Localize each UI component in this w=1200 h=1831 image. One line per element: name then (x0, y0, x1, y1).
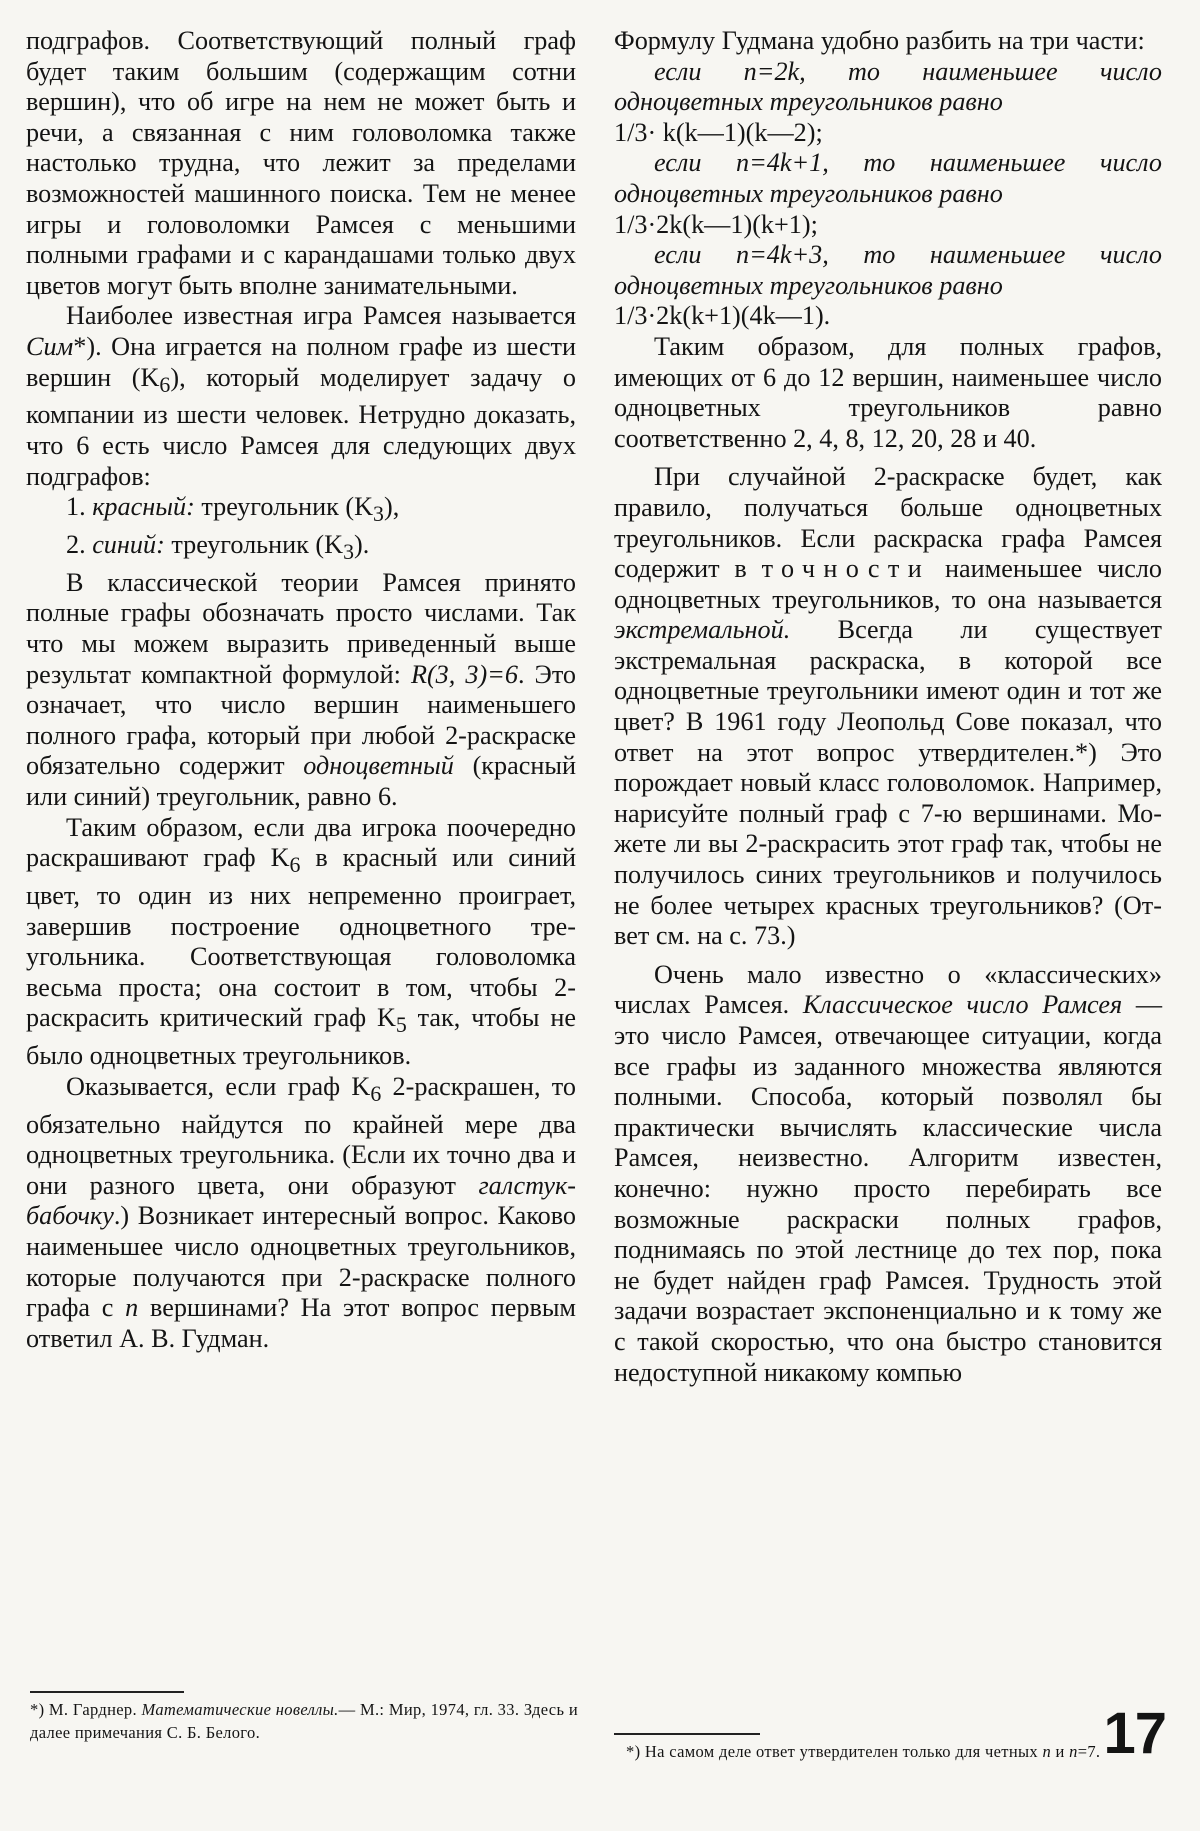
paragraph-extremal: При случайной 2-раскраске будет, как правило, получаться больше одноцветных треугольников. Если раскраска графа Рамсея содержит в точности наименьшее число одноцветных треугольников, то она называется экстремальной. Всегда ли существует экстремальная раскраска, в которой все одноцветные треугольники имеют один и тот же цвет? В 1961 году Леопольд Сове показал, что ответ на этот вопрос утвердителен.*) Это порождает новый класс головоломок. Например, нарисуйте полный граф с 7-ю вершинами. Можете ли вы 2-раскрасить этот граф так, чтобы не получилось синих треугольников и получилось не более четырех красных треугольников? (Ответ см. на с. 73.) (614, 462, 1162, 951)
footnote-right: *) На самом деле ответ утвердителен только для четных n и n=7. (626, 1742, 1101, 1761)
right-column (614, 26, 1162, 1388)
formula-case-4k3: если n=4k+3, то наименьшее число одноцветных треугольников равно 1/3·2k(k+1)(4k—1). (614, 240, 1162, 331)
paragraph-classic-numbers: Очень мало известно о «классических» числах Рамсея. Классическое число Рамсея — это число Рамсея, отвечающее ситуации, когда все графы из заданного множества являются полными. Способа, который позволял бы практически вычислять классические числа Рамсея, неизвестно. Алгоритм известен, конечно: нужно просто перебирать все возможные раскраски полных графов, поднимаясь по этой лестнице до тех пор, пока не будет найден граф Рамсея. Трудность этой задачи возрастает экспоненциально и к тому же с такой скоростью, что она быстро становится недоступной никакому компью (614, 959, 1162, 1387)
formula-case-2k: если n=2k, то наименьшее число одноцветных треугольников равно 1/3· k(k—1)(k—2); (614, 56, 1162, 147)
formula-case-4k1: если n=4k+1, то наименьшее число одноцветных треугольников равно 1/3·2k(k—1)(k+1); (614, 148, 1162, 239)
formula-r33: R(3, 3)=6 (410, 659, 518, 689)
page-number: 17 (1103, 1701, 1166, 1766)
list-item-blue: 2. синий: треугольник $(K_3)$. (66, 529, 370, 565)
footnote-rule-right (614, 1733, 760, 1735)
term-sim: Сим (26, 331, 74, 361)
paragraph-values: Таким образом, для полных графов, имеющих от 6 до 12 вершин, наименьшее число одноцветных треугольников равно соответственно 2, 4, 8, 12, 20, 28 и 40. (614, 331, 1162, 453)
paragraph-sim-game: Наиболее известная игра Рамсея называется Сим*). Она играется на полном графе из шести вершин $(K_6)$, который моделирует задачу о компании из шести человек. Нетрудно доказать, что 6 есть число Рамсея для следующих двух подграфов: (26, 301, 576, 491)
paragraph-two-players: Таким образом, если два игрока поочередно раскрашивают граф $K_6$ в красный или синий цвет, то один из них непременно проиграет, завершив построение одноцветного треугольника. Соответствующая головоломка весьма проста; она состоит в том, чтобы 2-раскрасить критический граф $K_5$ так, чтобы не было одноцветных треугольников. (26, 812, 576, 1071)
paragraph: Формулу Гудмана удобно разбить на три части: (614, 26, 1145, 55)
paragraph-classic-theory: В классической теории Рамсея принято полные графы обозначать просто числами. Так что мы можем выразить приведенный выше результат компактной формулой: R(3, 3)=6. Это означает, что число вершин наименьшего полного графа, который при любой 2-раскраске обязательно содержит одноцветный (красный или синий) треугольник, равно 6. (26, 567, 577, 811)
paragraph: подграфов. Соответствующий полный граф будет таким большим (содержащим сотни вершин), что об игре на нем не может быть и речи, а связанная с ним головоломка также настолько трудна, что лежит за пределами возможностей машинного поиска. Тем не менее игры и головоломки Рамсея с меньшими полными графами и с карандашами только двух цветов могут быть вполне занимательными. (26, 26, 576, 300)
list-item-red: 1. красный: треугольник $(K_3)$, (66, 492, 400, 527)
paragraph-goodman-question: Оказывается, если граф $K_6$ 2-раскрашен, то обязательно найдутся по крайней мере два одноцветных треугольника. (Если их точно два и они разного цвета, они образуют галстук-бабочку.) Возникает интересный вопрос. Каково наименьшее число одноцветных треугольников, которые получаются при 2-раскраске полного графа с n вершинами? На этот вопрос первым ответил А. В. Гудман. (26, 1071, 576, 1353)
footnote-rule-left (30, 1691, 184, 1693)
footnote-left: *) М. Гарднер. Математические новеллы.— М.: Мир, 1974, гл. 33. Здесь и далее примечания С. Б. Белого. (30, 1700, 578, 1742)
left-column (26, 26, 576, 1354)
